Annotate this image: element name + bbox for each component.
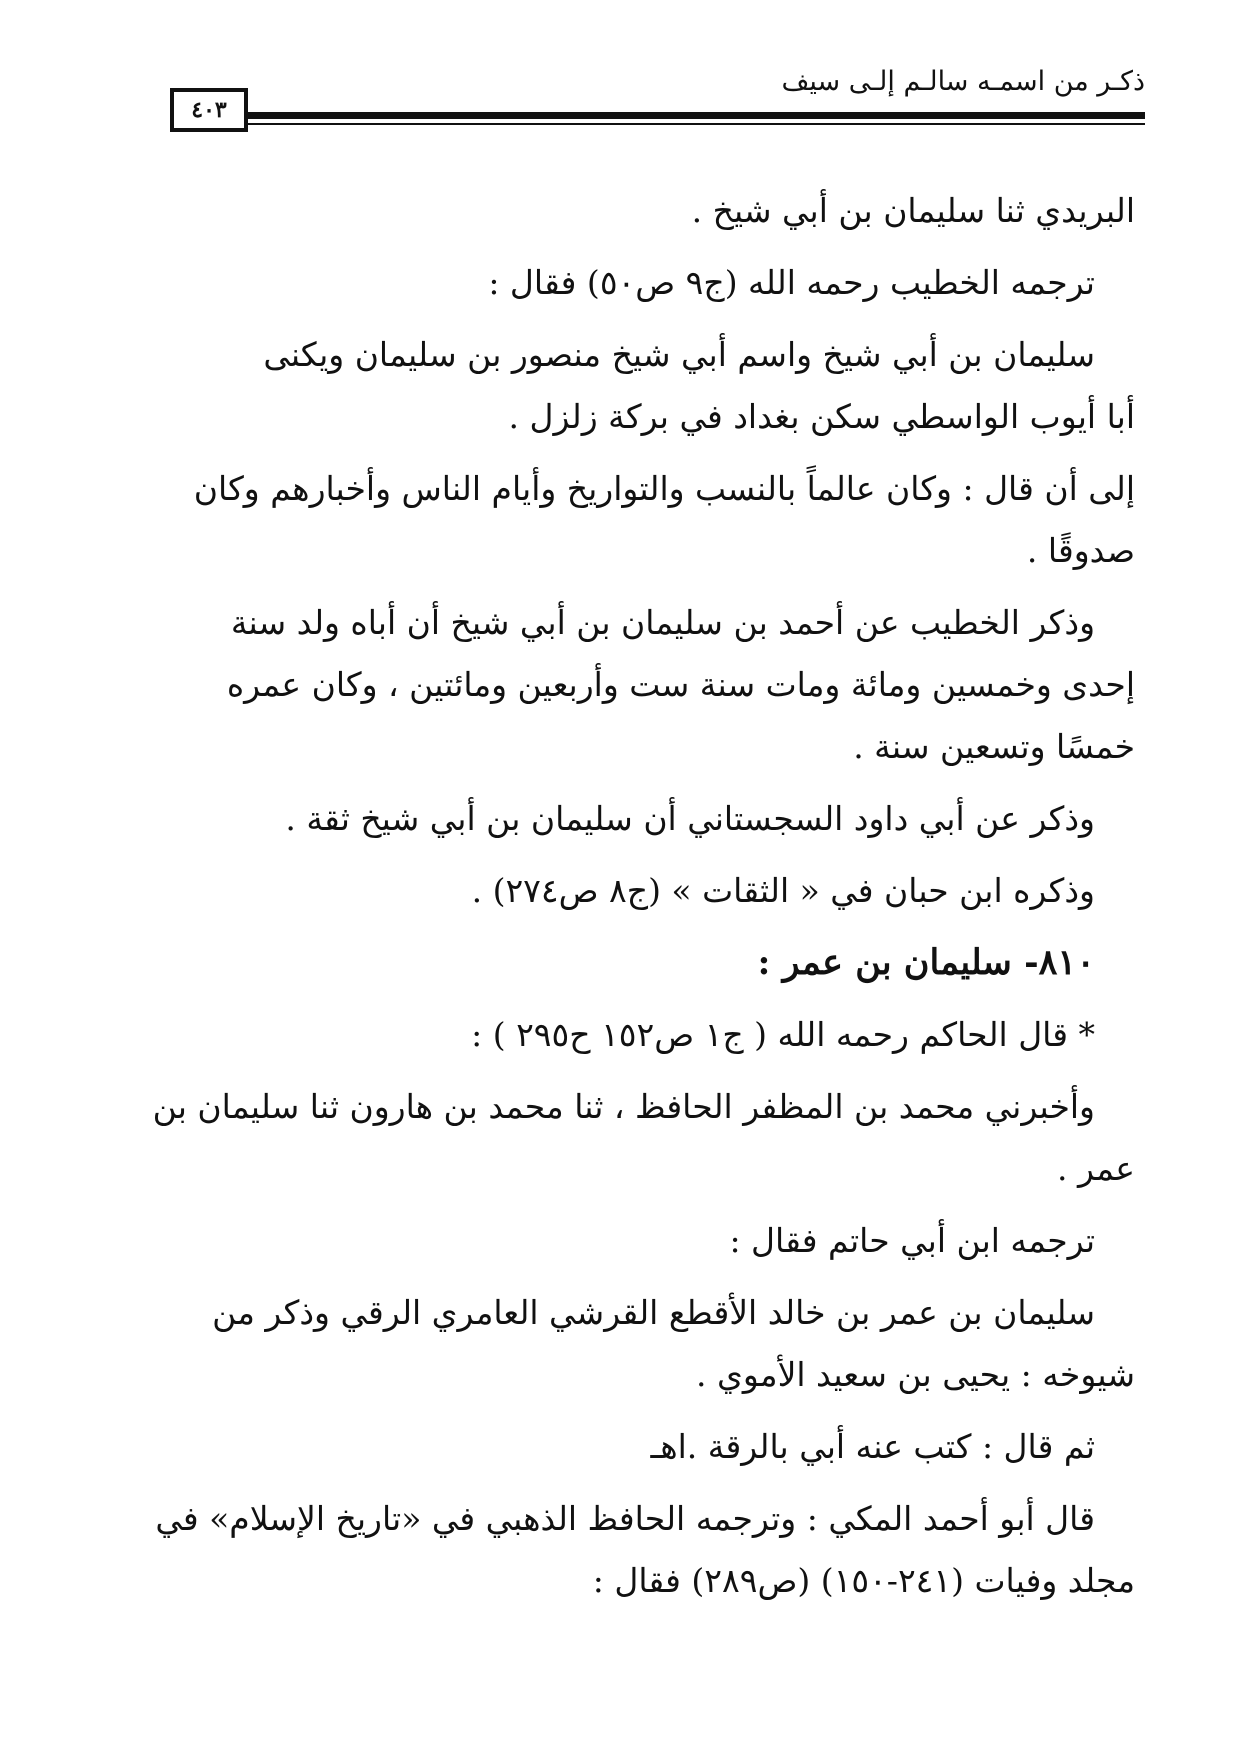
text-line: مجلد وفيات (٢٤١-١٥٠) (ص٢٨٩) فقال : [592,1561,1135,1600]
page-number: ٤٠٣ [170,88,248,132]
text-line: خمسًا وتسعين سنة . [853,727,1135,766]
paragraph-7 [150,860,1135,922]
text-line: وأخبرني محمد بن المظفر الحافظ ، ثنا محمد بن هارون ثنا سليمان بن [152,1087,1095,1126]
text-line: ثم قال : كتب عنه أبي بالرقة .اهـ [650,1427,1095,1466]
text-line: ترجمه الخطيب رحمه الله (ج٩ ص٥٠) فقال : [488,263,1095,302]
paragraph-4 [150,458,1135,582]
paragraph-6 [150,788,1135,850]
text-line: وذكر الخطيب عن أحمد بن سليمان بن أبي شيخ أن أباه ولد سنة [230,603,1095,642]
text-line: عمر . [1057,1149,1135,1188]
text-line: سليمان بن أبي شيخ واسم أبي شيخ منصور بن سليمان ويكنى [263,335,1095,374]
page-body [150,180,1135,1622]
text-line: وذكره ابن حبان في « الثقات » (ج٨ ص٢٧٤) . [471,871,1095,910]
header-rule-thin [244,123,1145,125]
running-title: ذكـر من اسمـه سالـم إلـى سيف [781,66,1145,97]
header-rule-thick [244,112,1145,119]
paragraph-11 [150,1282,1135,1406]
paragraph-10 [150,1210,1135,1272]
paragraph-13 [150,1488,1135,1612]
text-line: * قال الحاكم رحمه الله ( ج١ ص١٥٢ ح٢٩٥ ) : [471,1015,1095,1054]
text-line: البريدي ثنا سليمان بن أبي شيخ . [691,191,1135,230]
paragraph-8 [150,1004,1135,1066]
text-line: قال أبو أحمد المكي : وترجمه الحافظ الذهبي في «تاريخ الإسلام» في [155,1499,1095,1538]
text-line: شيوخه : يحيى بن سعيد الأموي . [696,1355,1135,1394]
text-line: إلى أن قال : وكان عالماً بالنسب والتواريخ وأيام الناس وأخبارهم وكان [193,469,1135,508]
text-line: سليمان بن عمر بن خالد الأقطع القرشي العامري الرقي وذكر من [212,1293,1095,1332]
paragraph-1 [150,180,1135,242]
text-line: صدوقًا . [1026,531,1135,570]
page-header [170,60,1145,140]
paragraph-9 [150,1076,1135,1200]
text-line: إحدى وخمسين ومائة ومات سنة ست وأربعين ومائتين ، وكان عمره [226,665,1135,704]
paragraph-5 [150,592,1135,778]
paragraph-12 [150,1416,1135,1478]
paragraph-2 [150,252,1135,314]
text-line: ترجمه ابن أبي حاتم فقال : [729,1221,1095,1260]
text-line: أبا أيوب الواسطي سكن بغداد في بركة زلزل . [508,397,1135,436]
text-line: وذكر عن أبي داود السجستاني أن سليمان بن أبي شيخ ثقة . [285,799,1095,838]
entry-heading: ٨١٠- سليمان بن عمر : [757,942,1095,983]
paragraph-3 [150,324,1135,448]
